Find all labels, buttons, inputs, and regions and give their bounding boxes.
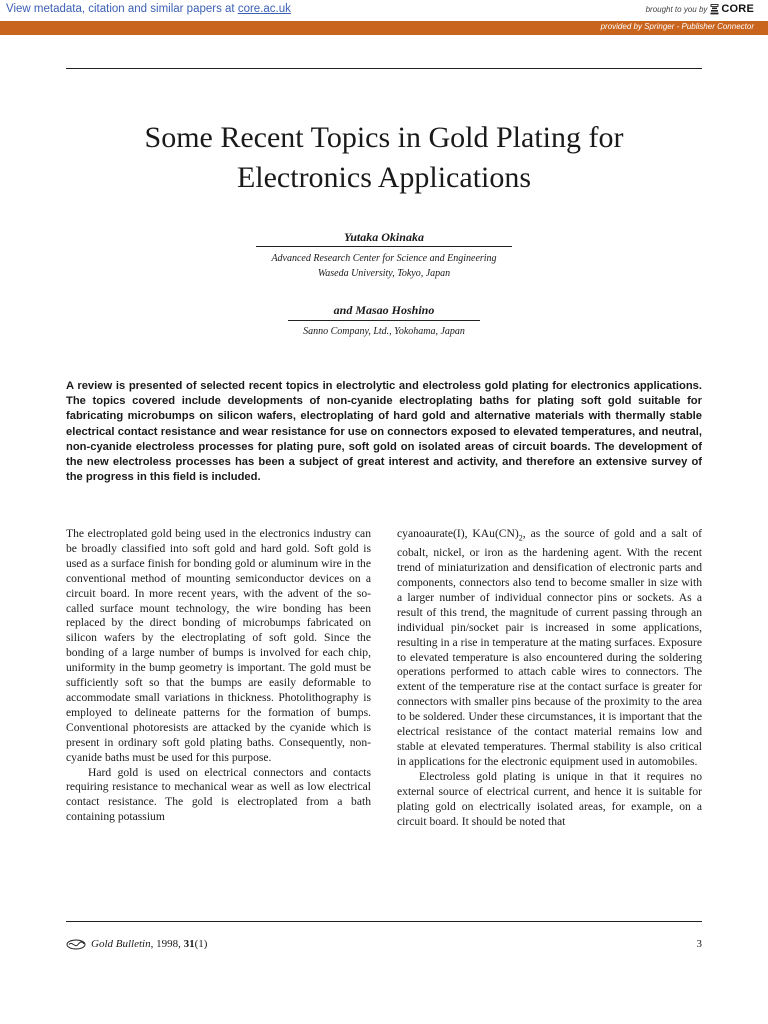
body-paragraph: Electroless gold plating is unique in that it requires no external source of electrical current, and hence it is suitable for plating gold on electrically isolated areas, for example, on a circuit board. It should be noted that — [397, 769, 702, 828]
brought-by-notice — [646, 3, 754, 15]
affiliation-1-line-2: Waseda University, Tokyo, Japan — [317, 268, 451, 279]
journal-name: Gold Bulletin — [91, 938, 151, 950]
core-link[interactable]: core.ac.uk — [237, 3, 291, 15]
page-footer — [66, 938, 702, 954]
author-name-2: and Masao Hoshino — [333, 303, 435, 317]
text-run: cyanoaurate(I), KAu(CN) — [397, 527, 519, 540]
author-rule-2 — [288, 320, 480, 321]
subscript: 2 — [518, 533, 523, 543]
body-paragraph — [397, 527, 702, 770]
title-line-1: Some Recent Topics in Gold Plating for — [144, 121, 624, 154]
author-affiliation-1 — [0, 251, 768, 281]
core-banner — [0, 0, 768, 22]
body-column-left — [66, 527, 371, 825]
header-rule — [66, 68, 702, 69]
journal-citation — [66, 938, 207, 950]
core-logo[interactable] — [710, 3, 754, 15]
affiliation-1-line-1: Advanced Research Center for Science and Engineering — [271, 253, 497, 264]
core-logo-label: CORE — [721, 3, 754, 15]
title-line-2: Electronics Applications — [236, 161, 532, 194]
core-metadata-text: View metadata, citation and similar papers at — [6, 3, 238, 15]
article-title — [0, 118, 768, 198]
text-run: , as the source of gold and a salt of cobalt, nickel, or iron as the hardening agent. With the recent trend of miniaturization and densification of electronic parts and components, connectors also tend to become smaller in size with a larger number of individual connector pins or sockets. As a result of this trend, the magnitude of current passing through an individual pin/socket pair is increased in some applications, resulting in a rise in temperature at the mating surfaces. Exposure to elevated temperature is also encountered during the soldering operations performed to attach cable wires to connectors. The extent of the temperature rise at the contact surface is greater for connectors with smaller pins because of the proximity to the area to be soldered. Under these circumstances, it is important that the electrical resistance of the contact material remains low and stable at elevated temperatures. Thermal stability is also critical in applications for the electronic equipment used in automobiles. — [397, 527, 702, 768]
provider-text: provided by Springer - Publisher Connector — [600, 22, 754, 31]
core-metadata-notice — [6, 3, 291, 15]
page-number: 3 — [696, 938, 702, 950]
body-column-right — [397, 527, 702, 829]
journal-volume: 31 — [183, 938, 195, 950]
abstract: A review is presented of selected recent topics in electrolytic and electroless gold plating for electronics applications. The topics covered include developments of non-cyanide electroplating baths for plating soft gold suitable for fabricating microbumps on silicon wafers, electroplating of hard gold and alternative materials with thermally stable electrical contact resistance and wear resistance for use on connectors exposed to elevated temperatures, and neutral, non-cyanide electroless processes for plating pure, soft gold on isolated areas of circuit boards. The development of the new electroless processes has been a subject of great interest and activity, and therefore an extensive survey of the progress in this field is included. — [66, 380, 702, 484]
provider-bar — [0, 21, 768, 35]
author-name-1: Yutaka Okinaka — [344, 230, 424, 244]
body-paragraph: Hard gold is used on electrical connectors and contacts requiring resistance to mechanical wear as well as low electrical contact resistance. The gold is electroplated from a bath containing potassium — [66, 765, 371, 824]
journal-year: , 1998, — [150, 938, 184, 950]
brought-by-text: brought to you by — [645, 4, 708, 14]
core-logo-icon — [710, 4, 719, 15]
gold-bulletin-logo-icon — [66, 939, 86, 950]
affiliation-2-line-1: Sanno Company, Ltd., Yokohama, Japan — [303, 326, 465, 337]
body-paragraph: The electroplated gold being used in the electronics industry can be broadly classified into soft gold and hard gold. Soft gold is used as a surface finish for bonding gold or aluminum wire in the conventional method of mounting semiconductor devices on a circuit board. In more recent years, with the advent of the so-called surface mount technology, the wire bonding has been replaced by the direct bonding of microbumps fabricated on silicon wafers by the electroplating of soft gold. Since the bonding of a large number of bumps is involved for each chip, uniformity in the bump geometry is important. The gold must be sufficiently soft so that the bumps are easily deformable to accommodate small variations in thickness. Photolithography is employed to delineate patterns for the formation of bumps. Conventional photoresists are attacked by the cyanide which is present in ordinary soft gold plating baths. Consequently, non-cyanide baths must be used for this purpose. — [66, 527, 371, 764]
author-affiliation-2 — [0, 324, 768, 339]
journal-issue: (1) — [194, 938, 208, 950]
footer-rule — [66, 921, 702, 922]
author-rule-1 — [256, 246, 512, 247]
